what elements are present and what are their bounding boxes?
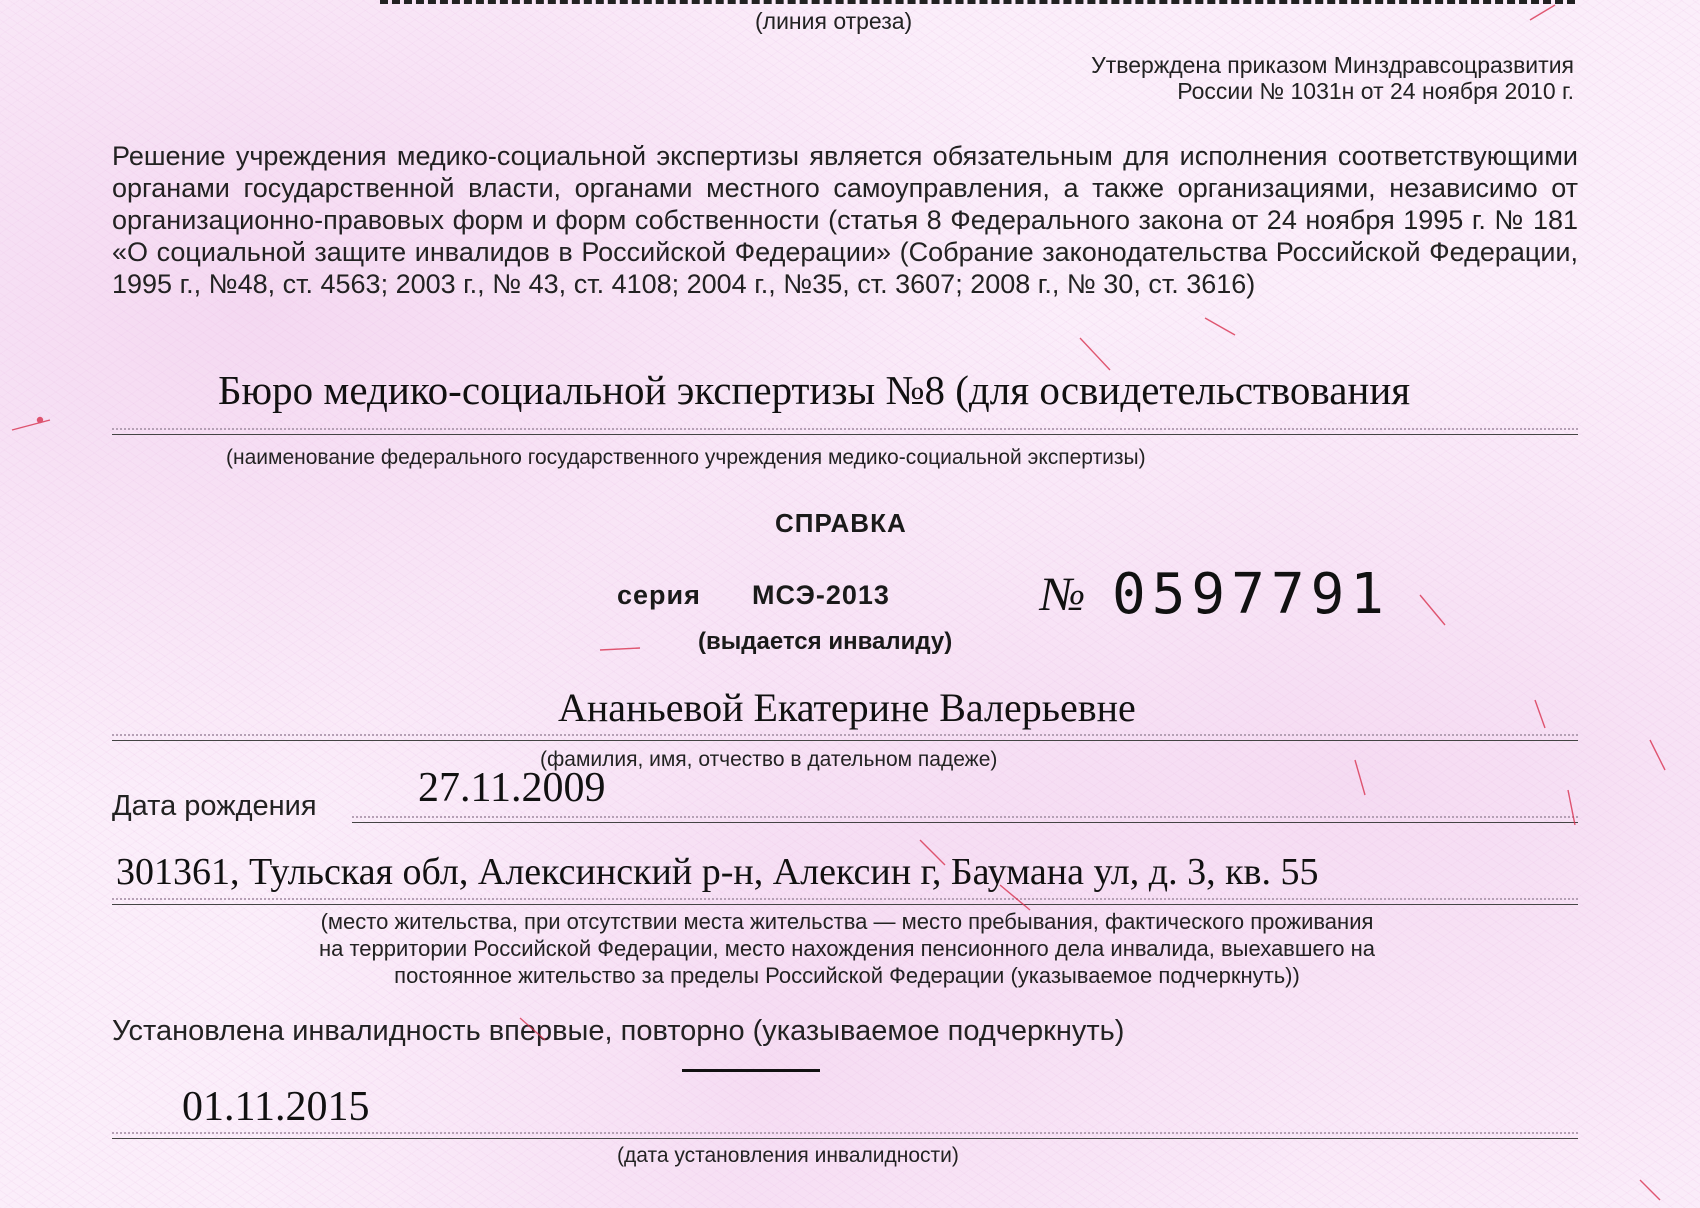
birth-date-label: Дата рождения <box>112 790 317 822</box>
fiber-dot <box>38 418 43 423</box>
approval-line-1: Утверждена приказом Минздравсоцразвития <box>1091 52 1574 78</box>
fiber-mark <box>1205 318 1235 335</box>
residence-address: 301361, Тульская обл, Алексинский р-н, Алексин г, Баумана ул, д. 3, кв. 55 <box>116 851 1319 893</box>
residence-caption-line-1: (место жительства, при отсутствии места жительства — место пребывания, фактического проживания <box>320 909 1374 934</box>
fiber-mark <box>12 420 50 430</box>
residence-caption <box>158 908 1536 989</box>
disability-statement: Установлена инвалидность впервые, повторно (указываемое подчеркнуть) <box>112 1015 1125 1047</box>
approval-note <box>1091 52 1574 104</box>
residence-caption-line-3: постоянное жительство за пределы Российской Федерации (указываемое подчеркнуть)) <box>394 963 1300 988</box>
cut-line <box>380 0 1575 4</box>
certificate-number: 0597791 <box>1112 562 1391 627</box>
residence-underline <box>112 904 1578 905</box>
fiber-mark <box>1568 790 1575 825</box>
institution-microtext-line <box>112 428 1578 430</box>
repeat-underline-mark <box>682 1069 820 1072</box>
approval-line-2: России № 1031н от 24 ноября 2010 г. <box>1177 78 1574 104</box>
fiber-mark <box>600 648 640 650</box>
recipient-name: Ананьевой Екатерине Валерьевне <box>558 685 1136 730</box>
birth-date-underline <box>352 822 1578 823</box>
institution-caption: (наименование федерального государственного учреждения медико-социальной экспертизы) <box>226 446 1146 469</box>
issued-to-note: (выдается инвалиду) <box>698 628 953 655</box>
fiber-mark <box>1420 595 1445 625</box>
series-value: МСЭ-2013 <box>752 580 890 610</box>
fiber-mark <box>1535 700 1545 728</box>
fiber-mark <box>1650 740 1665 770</box>
residence-caption-line-2: на территории Российской Федерации, место нахождения пенсионного дела инвалида, выехавшего на <box>318 936 1376 961</box>
disability-date-microtext-line <box>112 1132 1578 1134</box>
recipient-underline <box>112 740 1578 741</box>
series-label: серия <box>617 580 701 610</box>
disability-date-value: 01.11.2015 <box>182 1084 370 1130</box>
number-sign: № <box>1040 568 1086 621</box>
fiber-mark <box>1530 5 1555 20</box>
institution-name: Бюро медико-социальной экспертизы №8 (для освидетельствования <box>218 367 1411 413</box>
institution-underline <box>112 434 1578 435</box>
residence-microtext-line <box>112 898 1578 900</box>
disability-date-underline <box>112 1138 1578 1139</box>
recipient-microtext-line <box>112 734 1578 736</box>
birth-date-microtext-line <box>352 816 1578 818</box>
fiber-mark <box>1640 1180 1660 1200</box>
birth-date-value: 27.11.2009 <box>418 765 606 811</box>
recipient-caption: (фамилия, имя, отчество в дательном падеже) <box>540 748 998 771</box>
legal-text: Решение учреждения медико-социальной экспертизы является обязательным для исполнения соответствующими органами государственной власти, органами местного самоуправления, а также организациями, независимо от организационно-правовых форм и форм собственности (статья 8 Федерального закона от 24 ноября 1995 г. № 181 «О социальной защите инвалидов в Российской Федерации» (Собрание законодательства Российской Федерации, 1995 г., №48, ст. 4563; 2003 г., № 43, ст. 4108; 2004 г., №35, ст. 3607; 2008 г., № 30, ст. 3616) <box>112 141 1578 299</box>
certificate-heading: СПРАВКА <box>775 508 907 538</box>
fiber-mark <box>1355 760 1365 795</box>
cut-line-label: (линия отреза) <box>755 8 913 34</box>
disability-date-caption: (дата установления инвалидности) <box>617 1144 959 1167</box>
